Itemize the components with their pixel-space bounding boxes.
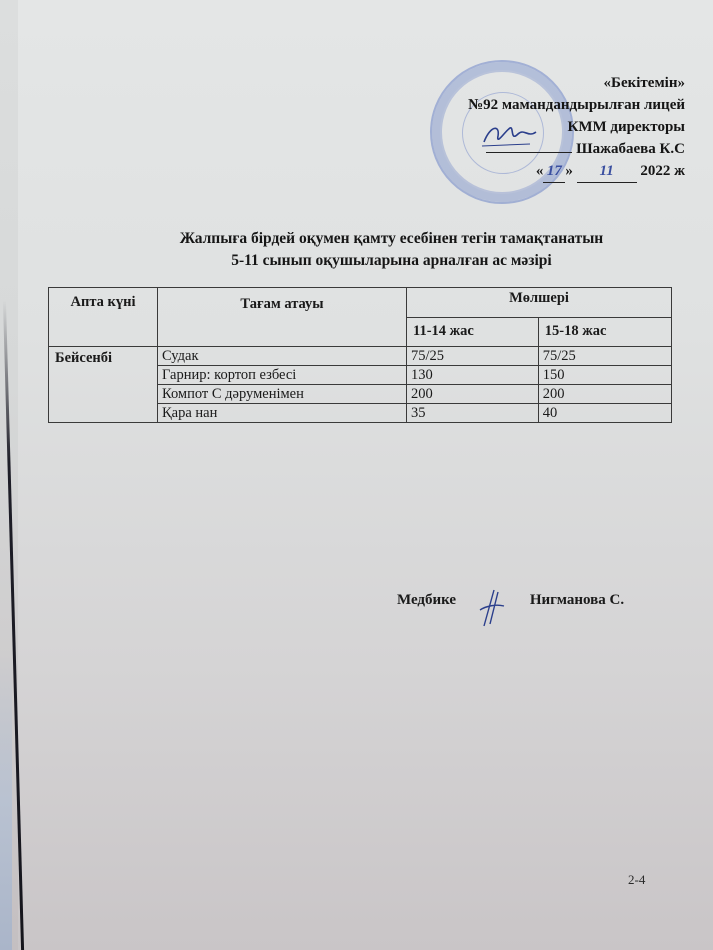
qty-15-18-cell: 150 (538, 366, 671, 385)
approval-heading: «Бекітемін» (603, 75, 685, 91)
qty-15-18-cell: 40 (538, 404, 671, 423)
approval-position: КММ директоры (567, 119, 685, 135)
dish-cell: Гарнир: кортоп езбесі (158, 366, 407, 385)
signature-blank (486, 152, 572, 153)
header-day: Апта күні (49, 288, 158, 347)
header-age-15-18: 15-18 жас (538, 317, 671, 347)
document-title (0, 228, 713, 272)
nurse-signature-block (397, 592, 624, 609)
title-line-2: 5-11 сынып оқушыларына арналған ас мәзірі (231, 252, 552, 269)
day-cell: Бейсенбі (49, 347, 158, 423)
table-row (49, 347, 672, 366)
nurse-role: Медбике (397, 592, 457, 608)
menu-table (48, 287, 672, 423)
table-header-row (49, 288, 672, 318)
header-age-11-14: 11-14 жас (407, 317, 539, 347)
director-name: Шажабаева К.С (576, 141, 685, 157)
dish-cell: Судак (158, 347, 407, 366)
nurse-signature-icon (476, 588, 506, 628)
director-signature-icon (480, 120, 540, 150)
qty-15-18-cell: 75/25 (538, 347, 671, 366)
qty-11-14-cell: 35 (407, 404, 539, 423)
approval-school: №92 мамандандырылған лицей (468, 97, 685, 113)
qty-11-14-cell: 130 (407, 366, 539, 385)
nurse-name: Нигманова С. (529, 592, 625, 608)
header-quantity: Мөлшері (407, 288, 672, 318)
background-edge (0, 650, 12, 950)
date-year: 2022 ж (640, 163, 685, 179)
date-day: 17 (543, 160, 565, 183)
dish-cell: Қара нан (158, 404, 407, 423)
dish-cell: Компот С дәруменімен (158, 385, 407, 404)
date-month: 11 (577, 160, 637, 183)
title-line-1: Жалпыға бірдей оқумен қамту есебінен тегін тамақтанатын (179, 230, 604, 247)
qty-11-14-cell: 75/25 (407, 347, 539, 366)
header-dish: Тағам атауы (158, 288, 407, 347)
qty-11-14-cell: 200 (407, 385, 539, 404)
qty-15-18-cell: 200 (538, 385, 671, 404)
approval-date: « 17 » 11 2022 ж (468, 160, 685, 183)
page-number: 2-4 (628, 872, 646, 887)
